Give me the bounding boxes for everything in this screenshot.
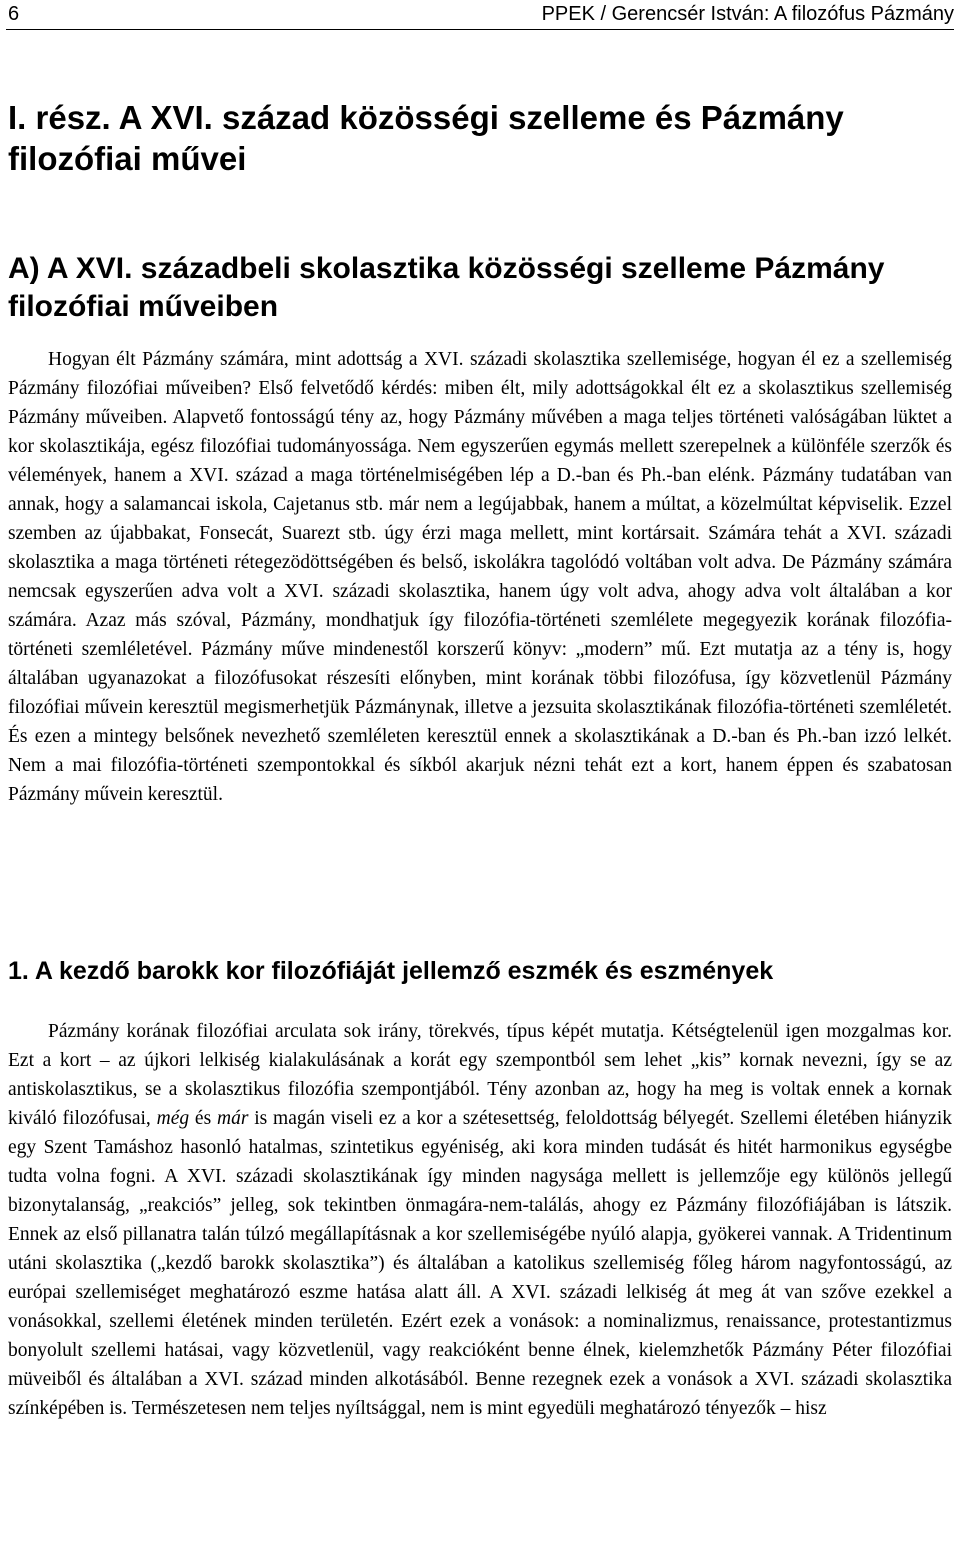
- header-divider: [6, 29, 954, 30]
- subsection-title: 1. A kezdő barokk kor filozófiáját jellemző eszmék és eszmények: [8, 957, 774, 985]
- part-title: I. rész. A XVI. század közösségi szelleme és Pázmány filozófiai művei: [8, 99, 844, 177]
- page-number: 6: [8, 3, 20, 25]
- paragraph-text: is magán viseli ez a kor a szétesettség, feloldottság bélyegét. Szellemi életében hiányzik egy Szent Tamáshoz hasonló hatalmas, szintetikus egyéniség, aki kora minden tudását és hitét harmonikus egységbe tudta volna fogni. A XVI. századi skolasztikának így minden nagysága mellett is jellemzője egy különös jellegű bizonytalanság, „reakciós” jelleg, sok tekintben önmagára-nem-találás, ahogy ez Pázmány filozófiájában is látszik. Ennek az első pillanatra talán túlzó megállapításnak a kor szellemiségébe nyúló alapja, gyökerei vannak. A Tridentinum utáni skolasztika („kezdő barokk skolasztika”) és általában a katolikus szellemiség főleg három nagyfontosságú, az európai szellemiséget meghatározó eszme hatása alatt áll. A XVI. századi lelkiség át meg át van szőve ezekkel a vonásokkal, szellemi életének minden területén. Ezért ezek a vonások: a nominalizmus, renaissance, protestantizmus bonyolult szellemi hatásai, vagy közvetlenül, vagy reakcióként benne élnek, kielemzhetők Pázmány Péter filozófiai müveiből és általában a XVI. század minden alkotásából. Benne rezegnek ezek a vonások a XVI. századi skolasztika színképében is. Természetesen nem teljes nyíltsággal, nem is mint egyedüli meghatározó tényezők – hisz: [8, 1108, 952, 1419]
- body-paragraph: [8, 1017, 952, 1423]
- paragraph-text: és: [189, 1108, 217, 1129]
- running-title: PPEK / Gerencsér István: A filozófus Pázmány: [541, 3, 954, 25]
- emphasized-word: még: [156, 1108, 190, 1129]
- running-header: [8, 2, 954, 26]
- paragraph-text: Pázmány korának filozófiai arculata sok irány, törekvés, típus képét mutatja. Kétségtelenül igen mozgalmas kor. Ezt a kort – az újkori lelkiség kialakulásának a korát egy szempontból sem lehet „kis” kornak nevezni, így se az antiskolasztikus, se a skolasztikus filozófia szempontjából. Tény azonban az, hogy ha meg is voltak ennek a kornak kiváló filozófusai,: [8, 1021, 952, 1129]
- section-title: A) A XVI. századbeli skolasztika közösségi szelleme Pázmány filozófiai műveiben: [8, 252, 885, 323]
- emphasized-word: már: [216, 1108, 249, 1129]
- body-paragraph: Hogyan élt Pázmány számára, mint adottság a XVI. századi skolasztika szellemisége, hogyan él ez a szellemiség Pázmány filozófiai műveiben? Első felvetődő kérdés: miben élt, mily adottságokkal élt ez a skolasztikus szellemiség Pázmány műveiben. Alapvető fontosságú tény az, hogy Pázmány művében a maga teljes történeti valóságában lüktet a kor skolasztikája, egész filozófiai tudományossága. Nem egyszerűen egymás mellett szerepelnek a különféle szerzők és vélemények, hanem a XVI. század a maga történelmiségében lép a D.-ban és Ph.-ban elénk. Pázmány tudatában van annak, hogy a salamancai iskola, Cajetanus stb. már nem a legújabbak, hanem a múltat, a közelmúltat képviselik. Ezzel szemben az újabbakat, Fonsecát, Suarezt stb. úgy érzi maga mellett, mint kortársait. Számára tehát a XVI. századi skolasztika a maga történeti rétegezödöttségében és belső, iskolákra tagolódó voltában volt adva. De Pázmány számára nemcsak egyszerűen adva volt a XVI. századi skolasztika, hanem úgy volt adva, ahogy adva volt általában a kor számára. Azaz más szóval, Pázmány, mondhatjuk így filozófia-történeti szemlélete megegyezik korának filozófia-történeti szemléletével. Pázmány műve mindenestől korszerű könyv: „modern” mű. Ezt mutatja az a tény is, hogy általában ugyanazokat a filozófusokat részesíti előnyben, mint korának többi filozófusa, így közvetlenül Pázmány filozófiai művein keresztül megismerhetjük Pázmánynak, illetve a jezsuita skolasztikának filozófia-történeti szemléletét. És ezen a mintegy belsőnek nevezhető szemléleten keresztül ennek a skolasztikának a D.-ban és Ph.-ban izzó lelkét. Nem a mai filozófia-történeti szempontokkal és síkból akarjuk nézni tehát ezt a kort, hanem éppen és szabatosan Pázmány művein keresztül.: [8, 349, 952, 805]
